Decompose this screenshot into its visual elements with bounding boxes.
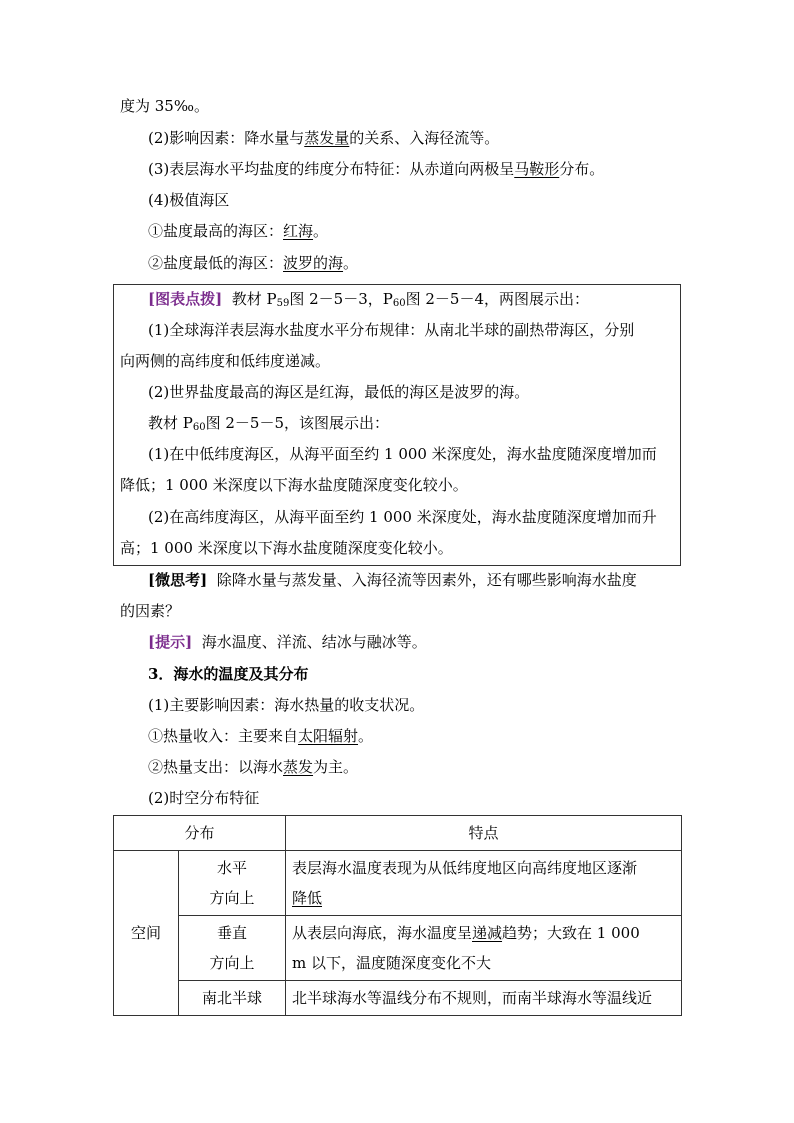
paragraph-highest-salinity: ①盐度最高的海区：红海。 — [148, 222, 329, 240]
think-line-2: 的因素？ — [120, 602, 181, 620]
header-features: 特点 — [286, 816, 682, 851]
answer-evaporation-2: 蒸发 — [283, 758, 314, 776]
box-line-6: (1)在中低纬度海区，从海平面至约 1 000 米深度处，海水盐度随深度增加而 — [148, 445, 657, 463]
section-3-line-3: ②热量支出：以海水蒸发为主。 — [148, 758, 359, 776]
section-3-line-1: (1)主要影响因素：海水热量的收支状况。 — [148, 696, 425, 714]
cell-horizontal: 水平 方向上 — [179, 851, 286, 916]
temperature-distribution-table — [113, 815, 682, 1016]
chart-notes-tag: [图表点拨] — [148, 290, 223, 308]
box-line-5: 教材 $P_{60}$图 2－5－5，该图展示出： — [148, 414, 390, 433]
table-row — [114, 851, 682, 916]
think-line-1: [微思考] 除降水量与蒸发量、入海径流等因素外，还有哪些影响海水盐度 — [148, 571, 637, 589]
cell-space: 空间 — [114, 851, 179, 1016]
box-line-2: (1)全球海洋表层海水盐度水平分布规律：从南北半球的副热带海区，分别 — [148, 321, 635, 339]
answer-solar-radiation: 太阳辐射 — [298, 727, 359, 745]
cell-vertical: 垂直 方向上 — [179, 916, 286, 981]
answer-red-sea: 红海 — [283, 222, 314, 240]
table-row — [114, 916, 682, 981]
answer-saddle-shape: 马鞍形 — [514, 160, 560, 178]
box-line-8: (2)在高纬度海区，从海平面至约 1 000 米深度处，海水盐度随深度增加而升 — [148, 508, 657, 526]
hint-tag: [提示] — [148, 633, 193, 651]
answer-decrease: 降低 — [292, 889, 323, 907]
box-line-7: 降低；1 000 米深度以下海水盐度随深度变化较小。 — [120, 476, 468, 494]
box-line-9: 高；1 000 米深度以下海水盐度随深度变化较小。 — [120, 539, 453, 557]
cell-hemispheres: 南北半球 — [179, 981, 286, 1016]
cell-horizontal-feature: 表层海水温度表现为从低纬度地区向高纬度地区逐渐 降低 — [286, 851, 682, 916]
paragraph-influence-factors: (2)影响因素：降水量与蒸发量的关系、入海径流等。 — [148, 129, 500, 147]
section-3-title: 3．海水的温度及其分布 — [148, 665, 309, 683]
answer-evaporation: 蒸发量 — [304, 129, 350, 147]
box-line-4: (2)世界盐度最高的海区是红海，最低的海区是波罗的海。 — [148, 383, 530, 401]
paragraph-extreme-areas: (4)极值海区 — [148, 191, 230, 209]
paragraph-salinity-value: 度为 35‰。 — [120, 97, 209, 115]
answer-decreasing: 递减 — [472, 924, 503, 942]
box-line-1: [图表点拨] 教材 $P_{59}$图 2－5－3，$P_{60}$图 2－5－4，两图展示出： — [148, 290, 589, 309]
cell-hemispheres-feature: 北半球海水等温线分布不规则，而南半球海水等温线近 — [286, 981, 682, 1016]
answer-baltic-sea: 波罗的海 — [283, 254, 344, 272]
paragraph-lowest-salinity: ②盐度最低的海区：波罗的海。 — [148, 254, 359, 272]
section-3-line-4: (2)时空分布特征 — [148, 789, 260, 807]
cell-vertical-feature: 从表层向海底，海水温度呈递减趋势；大致在 1 000 m 以下，温度随深度变化不大 — [286, 916, 682, 981]
header-distribution: 分布 — [114, 816, 286, 851]
paragraph-latitude-distribution: (3)表层海水平均盐度的纬度分布特征：从赤道向两极呈马鞍形分布。 — [148, 160, 605, 178]
box-line-3: 向两侧的高纬度和低纬度递减。 — [120, 352, 331, 370]
hint-line: [提示] 海水温度、洋流、结冰与融冰等。 — [148, 633, 427, 651]
table-row — [114, 981, 682, 1016]
table-header-row — [114, 816, 682, 851]
section-3-line-2: ①热量收入：主要来自太阳辐射。 — [148, 727, 374, 745]
think-tag: [微思考] — [148, 571, 208, 589]
